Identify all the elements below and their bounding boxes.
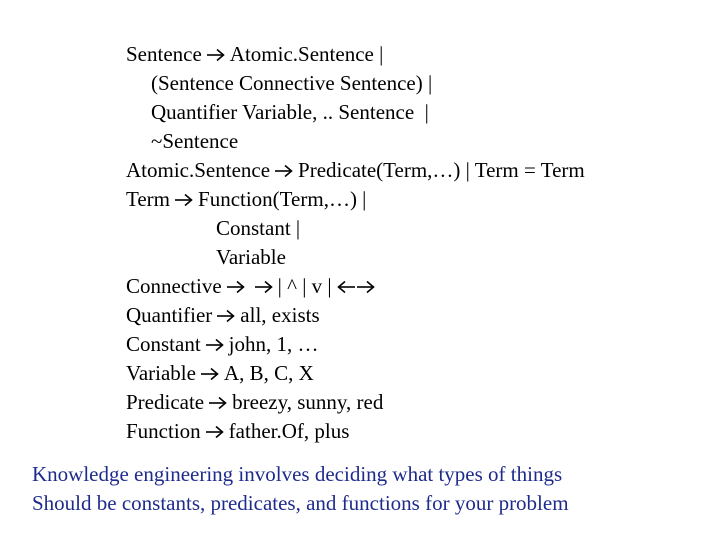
rule-lhs: Atomic.Sentence: [126, 158, 271, 182]
rule-rhs: john, 1, …: [228, 332, 319, 356]
right-arrow-icon: [226, 280, 246, 294]
rule-continuation: Variable: [216, 245, 286, 269]
right-arrow-icon: [205, 338, 225, 352]
rule-lhs: Quantifier: [126, 303, 213, 327]
rule-lhs: Sentence: [126, 42, 202, 66]
rule-rhs: breezy, sunny, red: [232, 390, 384, 414]
rule-variable: [126, 359, 314, 388]
rule-rhs: Atomic.Sentence |: [229, 42, 384, 66]
rule-lhs: Function: [126, 419, 201, 443]
rule-sentence: [126, 40, 383, 69]
rule-lhs: Predicate: [126, 390, 205, 414]
right-arrow-icon: [274, 164, 294, 178]
right-arrow-icon: [206, 48, 226, 62]
right-arrow-icon: [205, 425, 225, 439]
rule-rhs: Predicate(Term,…) | Term = Term: [298, 158, 585, 182]
rule-continuation: (Sentence Connective Sentence) |: [151, 71, 433, 95]
rule-rhs: Function(Term,…) |: [198, 187, 367, 211]
rule-lhs: Variable: [126, 361, 196, 385]
rule-term: [126, 185, 366, 214]
rule-continuation: Constant |: [216, 216, 301, 240]
rule-rhs: | ^ | v |: [277, 274, 332, 298]
rule-lhs: Connective: [126, 274, 222, 298]
rule-lhs: Term: [126, 187, 171, 211]
right-arrow-icon: [254, 280, 274, 294]
rule-atomic-sentence: [126, 156, 585, 185]
rule-continuation: Quantifier Variable, .. Sentence |: [151, 100, 429, 124]
rule-continuation: ~Sentence: [151, 129, 239, 153]
left-arrow-icon: [336, 280, 356, 294]
note-line: Knowledge engineering involves deciding what types of things: [32, 462, 563, 486]
right-arrow-icon: [200, 367, 220, 381]
right-arrow-icon: [208, 396, 228, 410]
rule-constant: [126, 330, 319, 359]
rule-lhs: Constant: [126, 332, 201, 356]
rule-quantifier: [126, 301, 320, 330]
rule-predicate: [126, 388, 383, 417]
rule-function: [126, 417, 349, 446]
right-arrow-icon: [216, 309, 236, 323]
right-arrow-icon: [174, 193, 194, 207]
rule-rhs: A, B, C, X: [223, 361, 314, 385]
rule-rhs: all, exists: [240, 303, 320, 327]
right-arrow-icon: [356, 280, 376, 294]
rule-connective: [126, 272, 380, 301]
note-line: Should be constants, predicates, and functions for your problem: [32, 491, 569, 515]
rule-rhs: father.Of, plus: [228, 419, 350, 443]
